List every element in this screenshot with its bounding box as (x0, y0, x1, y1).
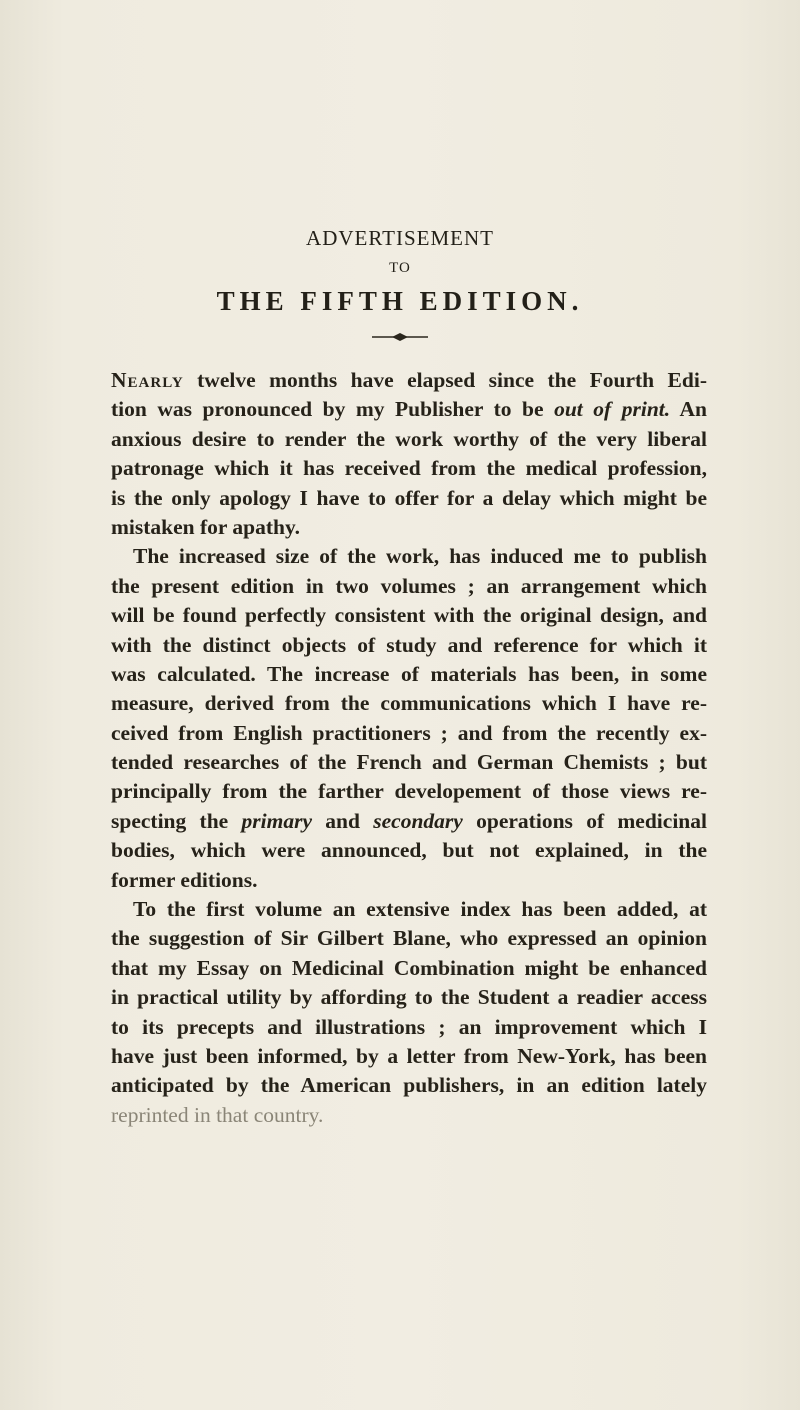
p3-line-3: that my Essay on Medicinal Combination might be enhanced (111, 955, 707, 980)
p1-line-3: anxious desire to render the work worthy of the very liberal (111, 426, 707, 451)
p3-line-8: reprinted in that country. (111, 1102, 324, 1127)
dropcap-word: Nearly (111, 368, 184, 392)
p2-line-6: measure, derived from the communications which I have re- (111, 691, 707, 716)
p2-line-10: specting the primary and secondary operations of medicinal (111, 808, 707, 833)
p1-line-4: patronage which it has received from the medical profession, (111, 456, 707, 481)
p2-line-11: bodies, which were announced, but not explained, in the (111, 838, 707, 863)
p2-line-2: the present edition in two volumes ; an arrangement which (111, 573, 707, 598)
p1-line-2: tion was pronounced by my Publisher to be out of print. An (111, 397, 707, 422)
p3-line-1: To the first volume an extensive index has been added, at (133, 897, 707, 922)
p3-line-6: have just been informed, by a letter from New-York, has been (111, 1043, 707, 1068)
p3-line-7: anticipated by the American publishers, in an edition lately (111, 1073, 707, 1098)
p1-line-1: Nearly twelve months have elapsed since the Fourth Edi- (111, 368, 707, 392)
p1-line-6: mistaken for apathy. (111, 514, 300, 539)
italic-primary: primary (241, 808, 312, 833)
p2-line-7: ceived from English practitioners ; and from the recently ex- (111, 720, 707, 745)
italic-secondary: secondary (373, 808, 463, 833)
heading-advertisement: ADVERTISEMENT (306, 226, 494, 250)
p2-line-9: principally from the farther developement of those views re- (111, 779, 707, 804)
italic-out-of-print: out of print. (554, 397, 671, 422)
p1-line-5: is the only apology I have to offer for a delay which might be (111, 485, 707, 510)
p3-line-4: in practical utility by affording to the Student a readier access (111, 985, 707, 1010)
body-text (111, 366, 707, 1130)
p2-line-3: will be found perfectly consistent with the original design, and (111, 603, 707, 628)
p2-line-4: with the distinct objects of study and reference for which it (111, 632, 707, 657)
heading-fifth-edition: THE FIFTH EDITION. (216, 286, 584, 316)
dash-diamond-ornament-icon (370, 330, 430, 344)
p2-line-12: former editions. (111, 867, 258, 892)
p2-line-1: The increased size of the work, has induced me to publish (133, 544, 707, 569)
p2-line-8: tended researches of the French and German Chemists ; but (111, 750, 707, 775)
p2-line-5: was calculated. The increase of materials has been, in some (111, 661, 707, 686)
p3-line-2: the suggestion of Sir Gilbert Blane, who expressed an opinion (111, 926, 707, 951)
heading-to: TO (389, 260, 411, 276)
p3-line-5: to its precepts and illustrations ; an improvement which I (111, 1014, 707, 1039)
